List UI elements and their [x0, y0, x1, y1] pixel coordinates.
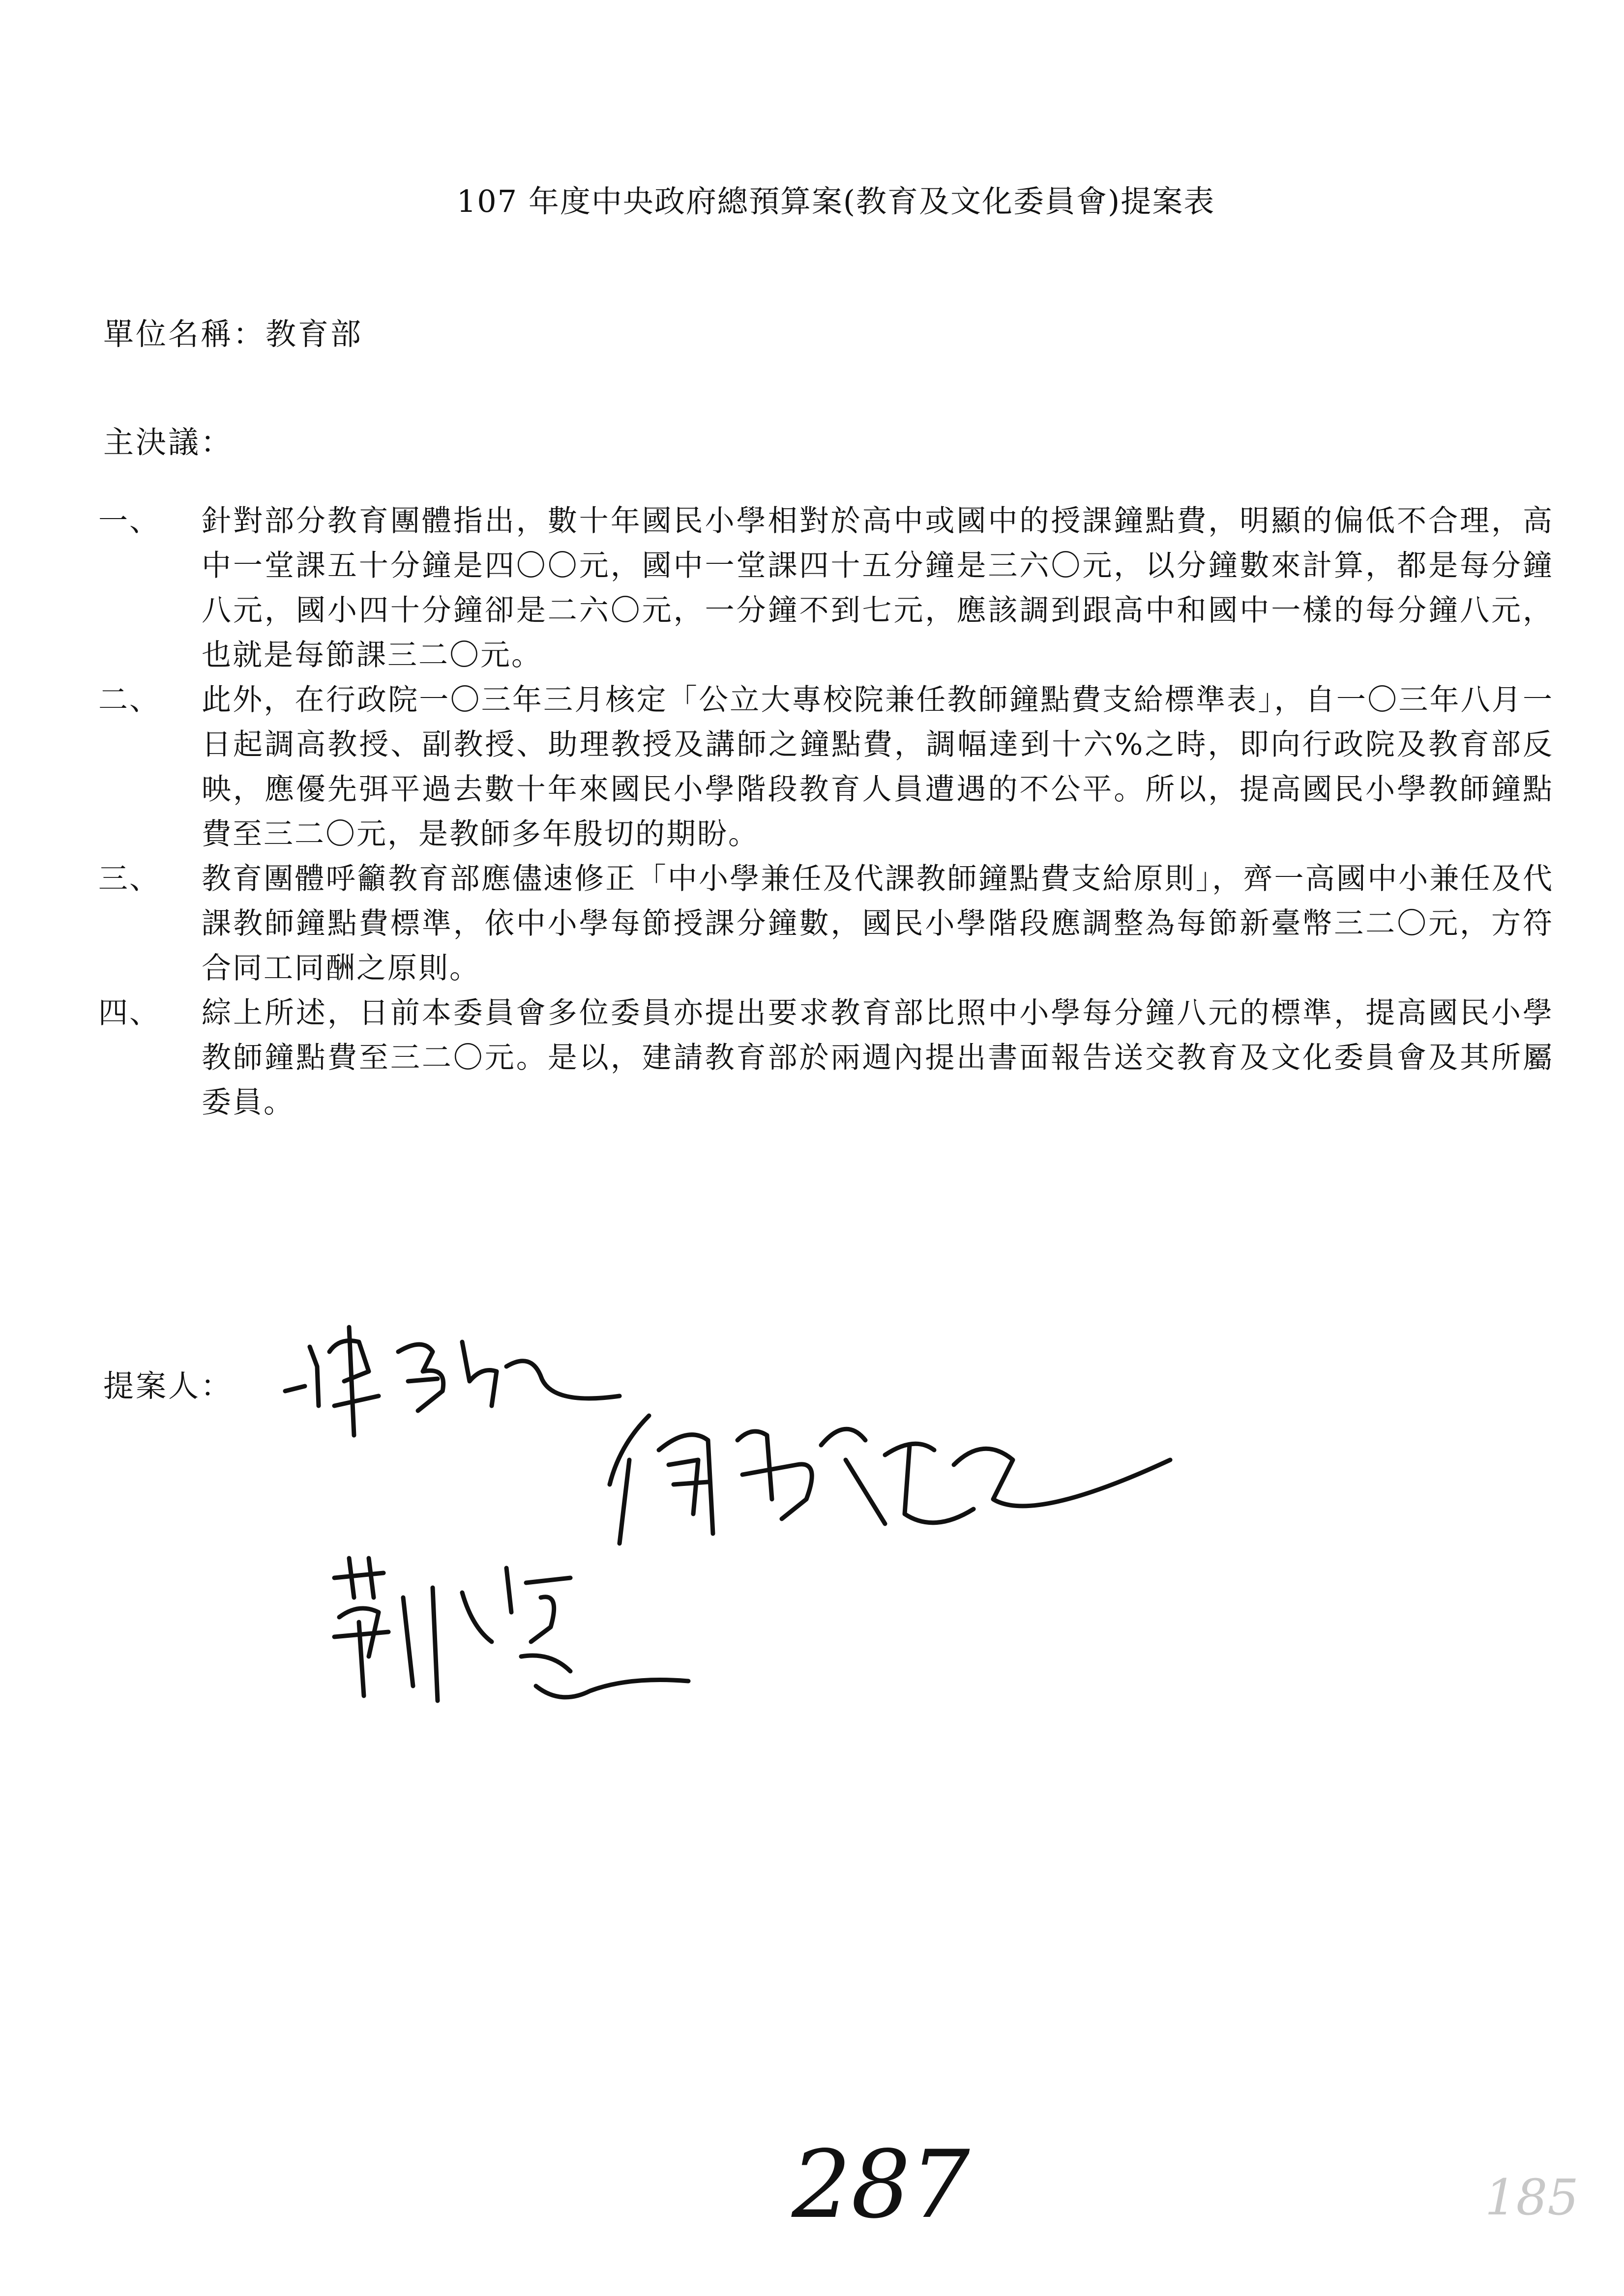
- unit-name-line: 單位名稱：教育部: [103, 316, 363, 352]
- resolution-number: 一、: [98, 504, 160, 538]
- resolution-text: 針對部分教育團體指出，數十年國民小學相對於高中或國中的授課鐘點費，明顯的偏低不合理，高中一堂課五十分鐘是四〇〇元，國中一堂課四十五分鐘是三六〇元，以分鐘數來計算，都是每分鐘八元，國小四十分鐘卻是二六〇元，一分鐘不到七元，應該調到跟高中和國中一樣的每分鐘八元，也就是每節課三二〇元。: [202, 504, 1554, 672]
- proposer-label: 提案人：: [103, 1368, 234, 1404]
- resolution-item-1: [98, 499, 1554, 678]
- resolution-text: 教育團體呼籲教育部應儘速修正「中小學兼任及代課教師鐘點費支給原則」，齊一高國中小兼任及代課教師鐘點費標準，依中小學每節授課分鐘數，國民小學階段應調整為每節新臺幣三二〇元，方符合同工同酬之原則。: [202, 862, 1554, 986]
- page-number-text: 287: [792, 2130, 970, 2239]
- resolution-text: 綜上所述，日前本委員會多位委員亦提出要求教育部比照中小學每分鐘八元的標準，提高國民小學教師鐘點費至三二〇元。是以，建請教育部於兩週內提出書面報告送交教育及文化委員會及其所屬委員。: [202, 996, 1554, 1120]
- resolution-number: 四、: [98, 996, 160, 1030]
- resolution-item-3: [98, 857, 1554, 991]
- resolution-text: 此外，在行政院一〇三年三月核定「公立大專校院兼任教師鐘點費支給標準表」，自一〇三年八月一日起調高教授、副教授、助理教授及講師之鐘點費，調幅達到十六%之時，即向行政院及教育部反映，應優先弭平過去數十年來國民小學階段教育人員遭遇的不公平。所以，提高國民小學教師鐘點費至三二〇元，是教師多年殷切的期盼。: [202, 683, 1554, 851]
- page-number: [787, 2128, 1003, 2241]
- resolution-number: 三、: [98, 862, 160, 896]
- resolution-item-4: [98, 991, 1554, 1125]
- resolution-list: [98, 499, 1554, 1125]
- resolution-item-2: [98, 678, 1554, 857]
- stamp-number-text: 185: [1485, 2169, 1579, 2226]
- stamp-number: [1485, 2163, 1583, 2232]
- main-resolution-label: 主決議：: [103, 424, 234, 460]
- signature-1: [275, 1308, 629, 1455]
- page-title: 107 年度中央政府總預算案(教育及文化委員會)提案表: [456, 183, 1215, 219]
- signature-3: [315, 1539, 708, 1715]
- resolution-number: 二、: [98, 683, 160, 717]
